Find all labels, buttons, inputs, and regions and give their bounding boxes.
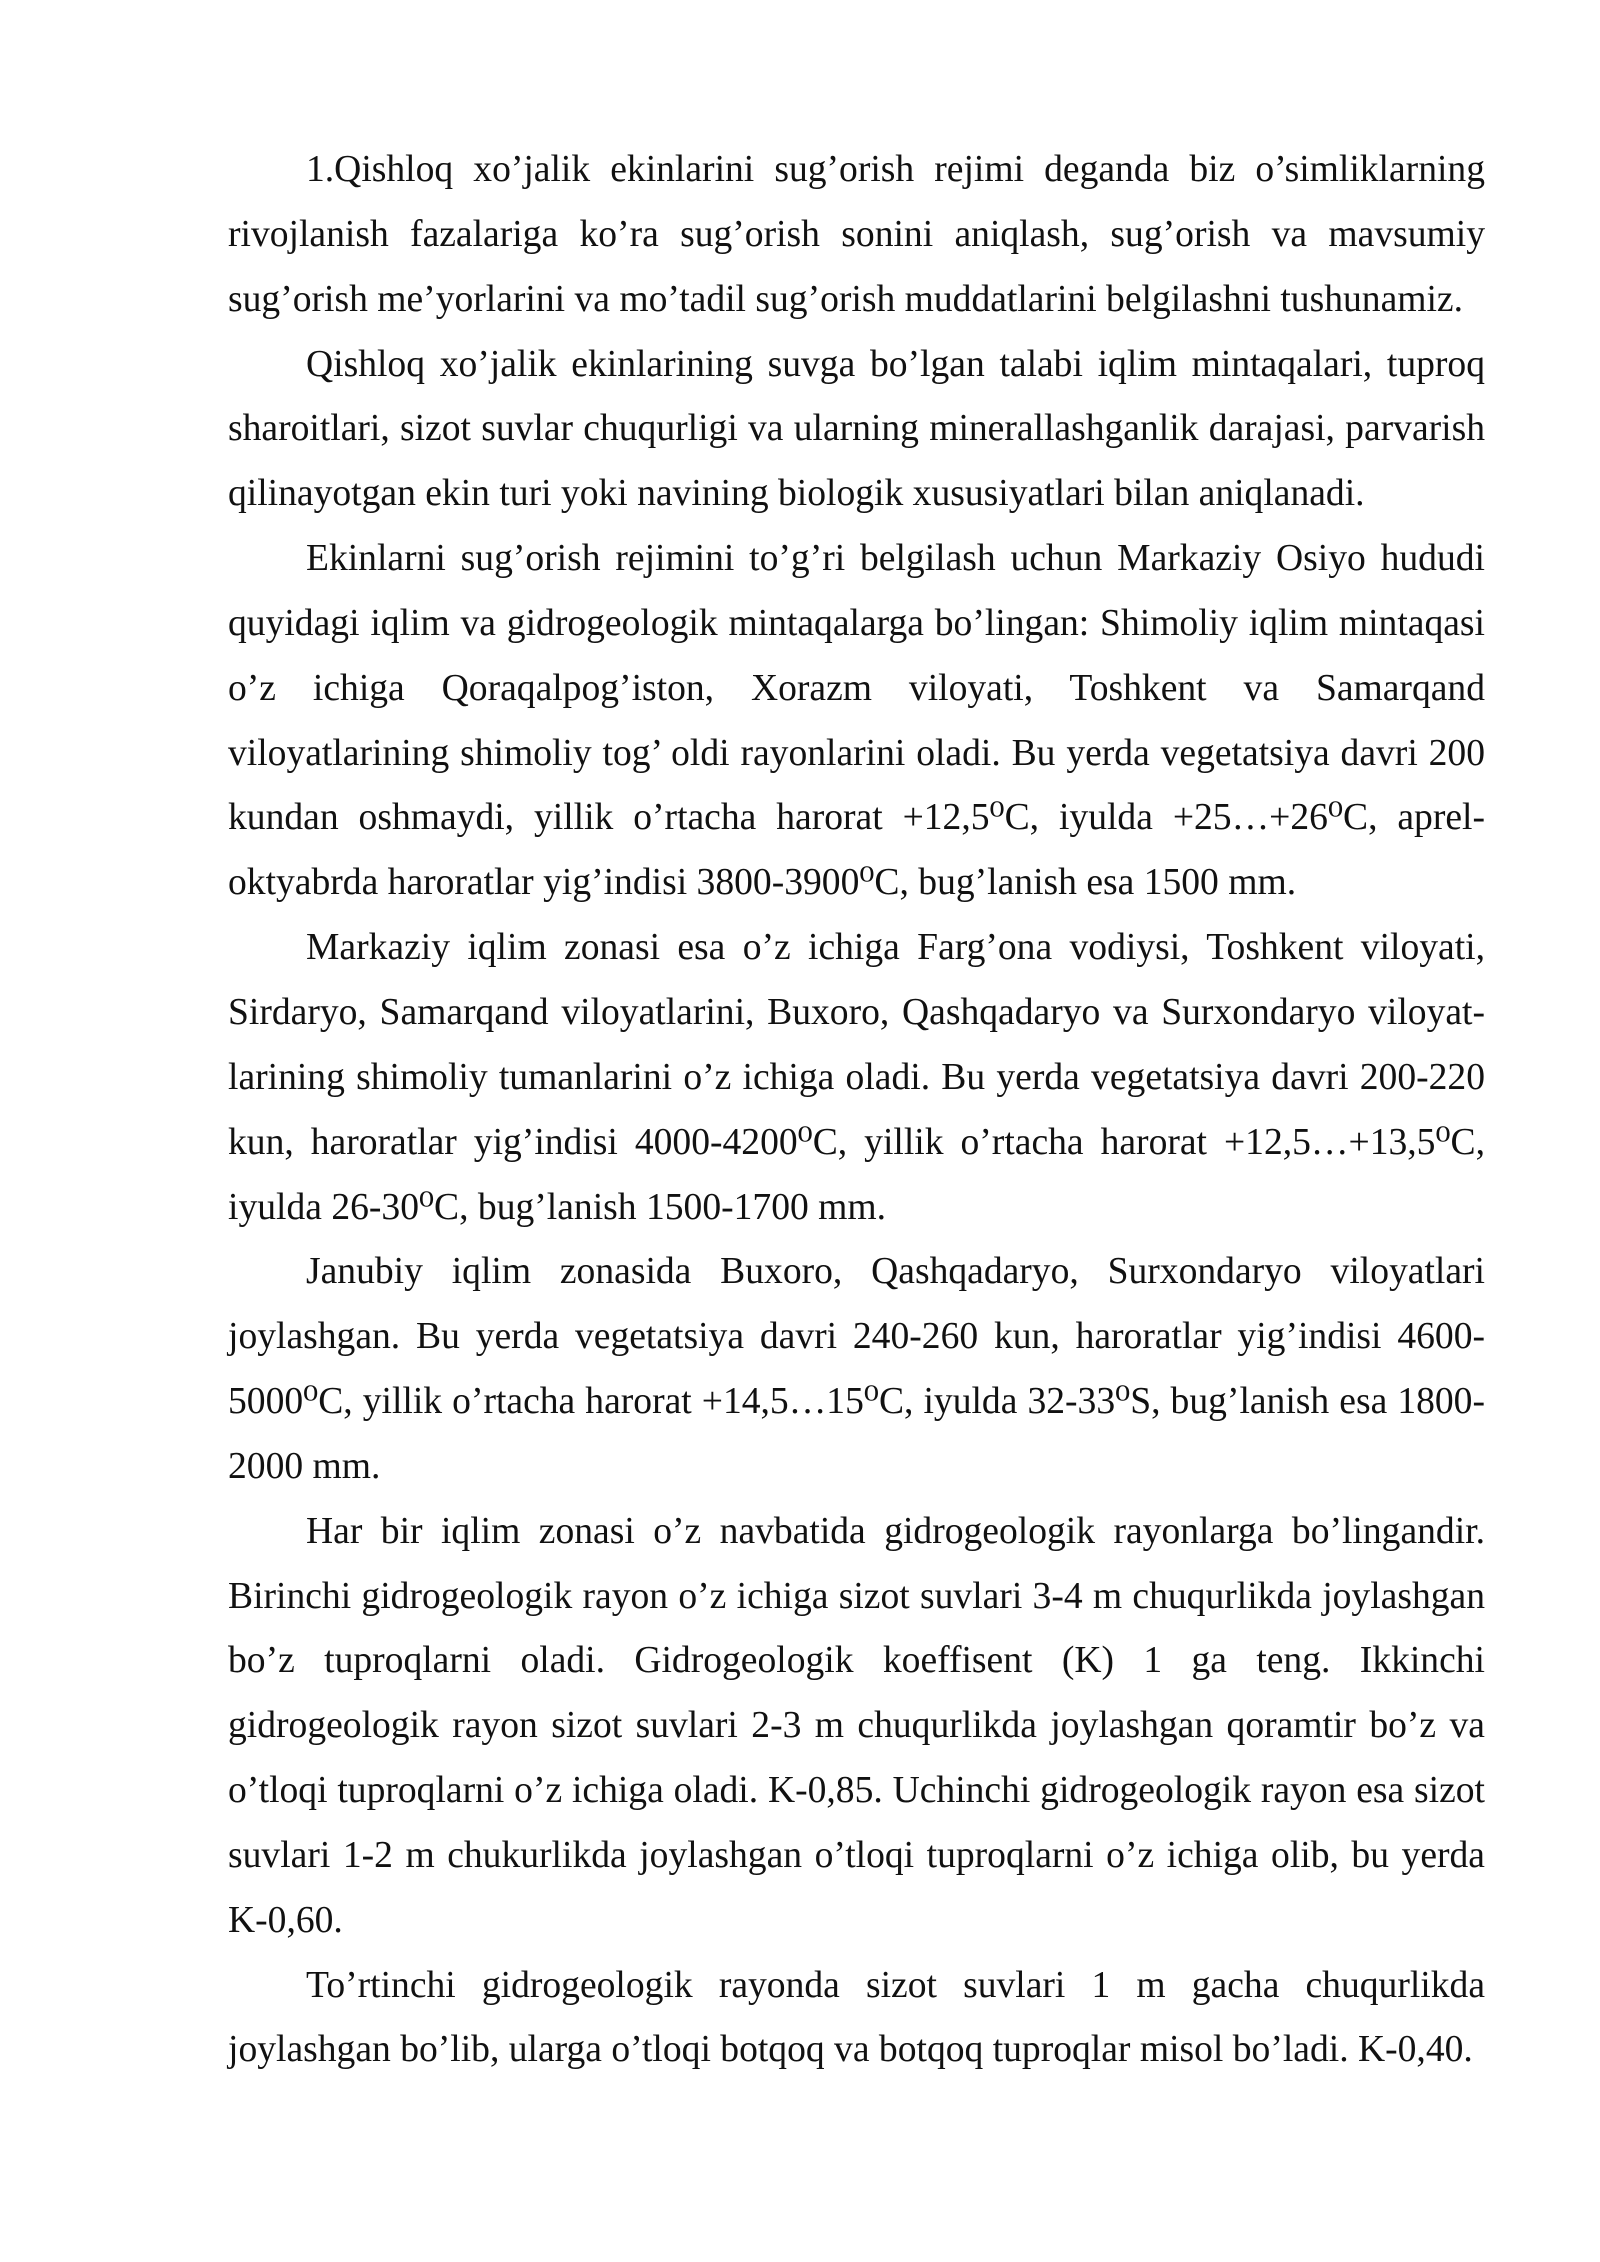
paragraph-3 [228,527,1485,916]
paragraph-line: K-0,60. [228,1899,343,1941]
paragraph-line: larining shimoliy tumanlarini o’z ichiga oladi. Bu yerda vegetatsiya davri 200-220 [228,1056,1485,1098]
paragraph-line: kun, haroratlar yig’indisi 4000-4200⁰C, yillik o’rtacha harorat +12,5…+13,5⁰C, [228,1121,1485,1163]
paragraph-line: o’z ichiga Qoraqalpog’iston, Xorazm viloyati, Toshkent va Samarqand [228,667,1485,709]
paragraph-line: iyulda 26-30⁰C, bug’lanish 1500-1700 mm. [228,1186,887,1228]
paragraph-line: Janubiy iqlim zonasida Buxoro, Qashqadaryo, Surxondaryo viloyatlari [306,1251,1485,1293]
paragraph-line: joylashgan. Bu yerda vegetatsiya davri 240-260 kun, haroratlar yig’indisi 4600- [228,1316,1485,1358]
paragraph-line: Qishloq xo’jalik ekinlarining suvga bo’lgan talabi iqlim mintaqalari, tuproq [306,343,1485,385]
paragraph-line: sug’orish me’yorlarini va mo’tadil sug’orish muddatlarini belgilashni tushunamiz. [228,278,1463,320]
paragraph-line: rivojlanish fazalariga ko’ra sug’orish sonini aniqlash, sug’orish va mavsumiy [228,213,1485,255]
paragraph-line: viloyatlarining shimoliy tog’ oldi rayonlarini oladi. Bu yerda vegetatsiya davri 200 [228,732,1485,774]
paragraph-2 [228,333,1485,528]
paragraph-line: gidrogeologik rayon sizot suvlari 2-3 m chuqurlikda joylashgan qoramtir bo’z va [228,1705,1485,1747]
paragraph-line: o’tloqi tuproqlarni o’z ichiga oladi. K-0,85. Uchinchi gidrogeologik rayon esa sizot [228,1770,1485,1812]
paragraph-6 [228,1500,1485,1954]
paragraph-line: joylashgan bo’lib, ularga o’tloqi botqoq va botqoq tuproqlar misol bo’ladi. K-0,40. [228,2029,1473,2071]
paragraph-line: oktyabrda haroratlar yig’indisi 3800-3900⁰C, bug’lanish esa 1500 mm. [228,862,1297,904]
paragraph-line: kundan oshmaydi, yillik o’rtacha harorat +12,5⁰C, iyulda +25…+26⁰C, aprel- [228,797,1485,839]
paragraph-line: Har bir iqlim zonasi o’z navbatida gidrogeologik rayonlarga bo’lingandir. [306,1510,1485,1552]
paragraph-7 [228,1954,1485,2084]
paragraph-line: bo’z tuproqlarni oladi. Gidrogeologik koeffisent (K) 1 ga teng. Ikkinchi [228,1640,1485,1682]
paragraph-line: quyidagi iqlim va gidrogeologik mintaqalarga bo’lingan: Shimoliy iqlim mintaqasi [228,602,1485,644]
paragraph-5 [228,1240,1485,1499]
paragraph-4 [228,916,1485,1240]
paragraph-line: Markaziy iqlim zonasi esa o’z ichiga Farg’ona vodiysi, Toshkent viloyati, [306,927,1485,969]
paragraph-line: Sirdaryo, Samarqand viloyatlarini, Buxoro, Qashqadaryo va Surxondaryo viloyat- [228,991,1485,1033]
document-body [228,138,1485,2083]
paragraph-line: 2000 mm. [228,1445,381,1487]
paragraph-line: To’rtinchi gidrogeologik rayonda sizot suvlari 1 m gacha chuqurlikda [306,1964,1485,2006]
paragraph-line: suvlari 1-2 m chukurlikda joylashgan o’tloqi tuproqlarni o’z ichiga olib, bu yerda [228,1834,1485,1876]
paragraph-line: qilinayotgan ekin turi yoki navining biologik xususiyatlari bilan aniqlanadi. [228,473,1365,515]
paragraph-line: 1.Qishloq xo’jalik ekinlarini sug’orish rejimi deganda biz o’simliklarning [306,149,1485,190]
paragraph-line: Ekinlarni sug’orish rejimini to’g’ri belgilash uchun Markaziy Osiyo hududi [306,538,1485,580]
paragraph-1 [228,138,1485,333]
paragraph-line: Birinchi gidrogeologik rayon o’z ichiga sizot suvlari 3-4 m chuqurlikda joylashgan [228,1575,1485,1617]
paragraph-line: 5000⁰C, yillik o’rtacha harorat +14,5…15⁰C, iyulda 32-33⁰S, bug’lanish esa 1800- [228,1381,1485,1423]
paragraph-line: sharoitlari, sizot suvlar chuqurligi va ularning minerallashganlik darajasi, parvarish [228,408,1485,450]
